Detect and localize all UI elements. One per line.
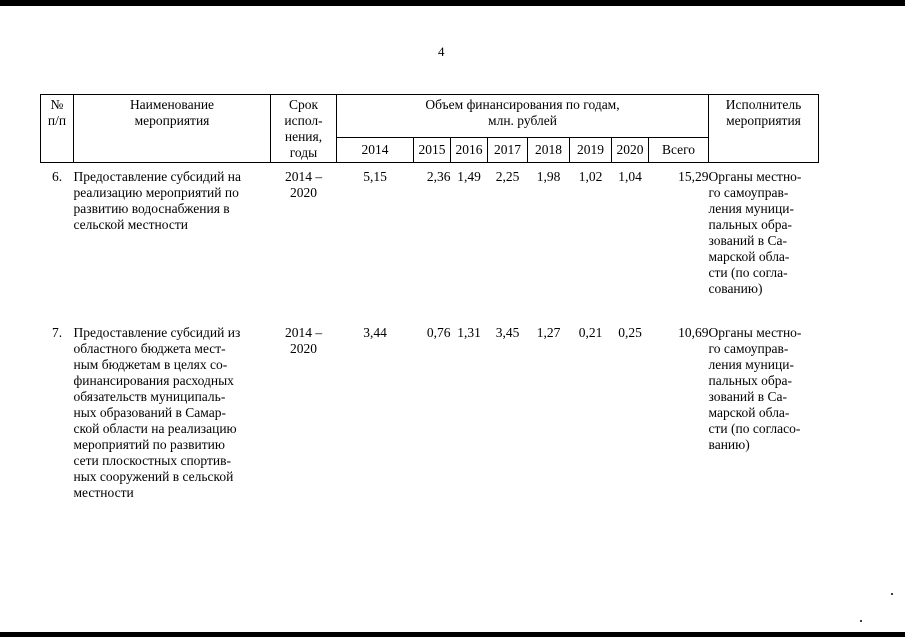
row-value-2018: 1,27 — [536, 325, 561, 340]
row-term: 2014 – 2020 — [284, 325, 323, 356]
row-number: 6. — [51, 169, 63, 184]
row-value-2016: 1,31 — [457, 325, 481, 340]
row-value-2015: 0,76 — [426, 325, 451, 340]
bottom-border-bar — [0, 632, 905, 637]
row-value-2015: 2,36 — [426, 169, 451, 184]
row-total: 15,29 — [678, 169, 709, 184]
header-executor: Исполнитель мероприятия — [709, 95, 819, 163]
row-number: 7. — [51, 325, 63, 340]
header-funding: Объем финансирования по годам, млн. рублей — [337, 95, 709, 138]
row-executor: Органы местно- го самоуправ- ления муници- пальных обра- зований в Са- марской обла- сти (по согла- сованию) — [708, 169, 802, 296]
row-value-2018: 1,98 — [536, 169, 561, 184]
row-value-2014: 5,15 — [363, 169, 387, 184]
header-year-2014: 2014 — [337, 138, 414, 163]
row-name: Предоставление субсидий из областного бюджета мест- ным бюджетам в целях со- финансирования расходных обязательств муниципаль- ных образований в Самар- ской области на реализацию мероприятий по развитию сети плоскостных спортив- ных сооружений в сельской местности — [73, 325, 241, 500]
table-row — [41, 163, 819, 320]
header-year-2020: 2020 — [612, 138, 649, 163]
header-total: Всего — [649, 138, 709, 163]
row-value-2020: 1,04 — [618, 169, 642, 184]
header-year-2017: 2017 — [488, 138, 528, 163]
row-name: Предоставление субсидий на реализацию мероприятий по развитию водоснабжения в сельской местности — [73, 169, 241, 232]
header-term: Срок испол- нения, годы — [271, 95, 337, 163]
row-term: 2014 – 2020 — [284, 169, 323, 200]
row-value-2014: 3,44 — [363, 325, 387, 340]
header-year-2015: 2015 — [414, 138, 451, 163]
header-name: Наименование мероприятия — [74, 95, 271, 163]
top-border-bar — [0, 0, 905, 6]
funding-table — [40, 94, 819, 515]
row-executor: Органы местно- го самоуправ- ления муници- пальных обра- зований в Са- марской обла- сти (по согласо- ванию) — [708, 325, 802, 452]
header-year-2016: 2016 — [451, 138, 488, 163]
row-value-2017: 2,25 — [495, 169, 520, 184]
header-year-2019: 2019 — [570, 138, 612, 163]
table-row — [41, 319, 819, 515]
row-value-2019: 0,21 — [578, 325, 603, 340]
page-number: 4 — [438, 44, 445, 59]
row-total: 10,69 — [678, 325, 709, 340]
row-value-2016: 1,49 — [457, 169, 481, 184]
row-value-2017: 3,45 — [495, 325, 520, 340]
row-value-2020: 0,25 — [618, 325, 642, 340]
header-year-2018: 2018 — [528, 138, 570, 163]
row-value-2019: 1,02 — [578, 169, 603, 184]
scan-speck — [860, 620, 862, 622]
header-number: № п/п — [41, 95, 74, 163]
scan-speck — [891, 593, 893, 595]
